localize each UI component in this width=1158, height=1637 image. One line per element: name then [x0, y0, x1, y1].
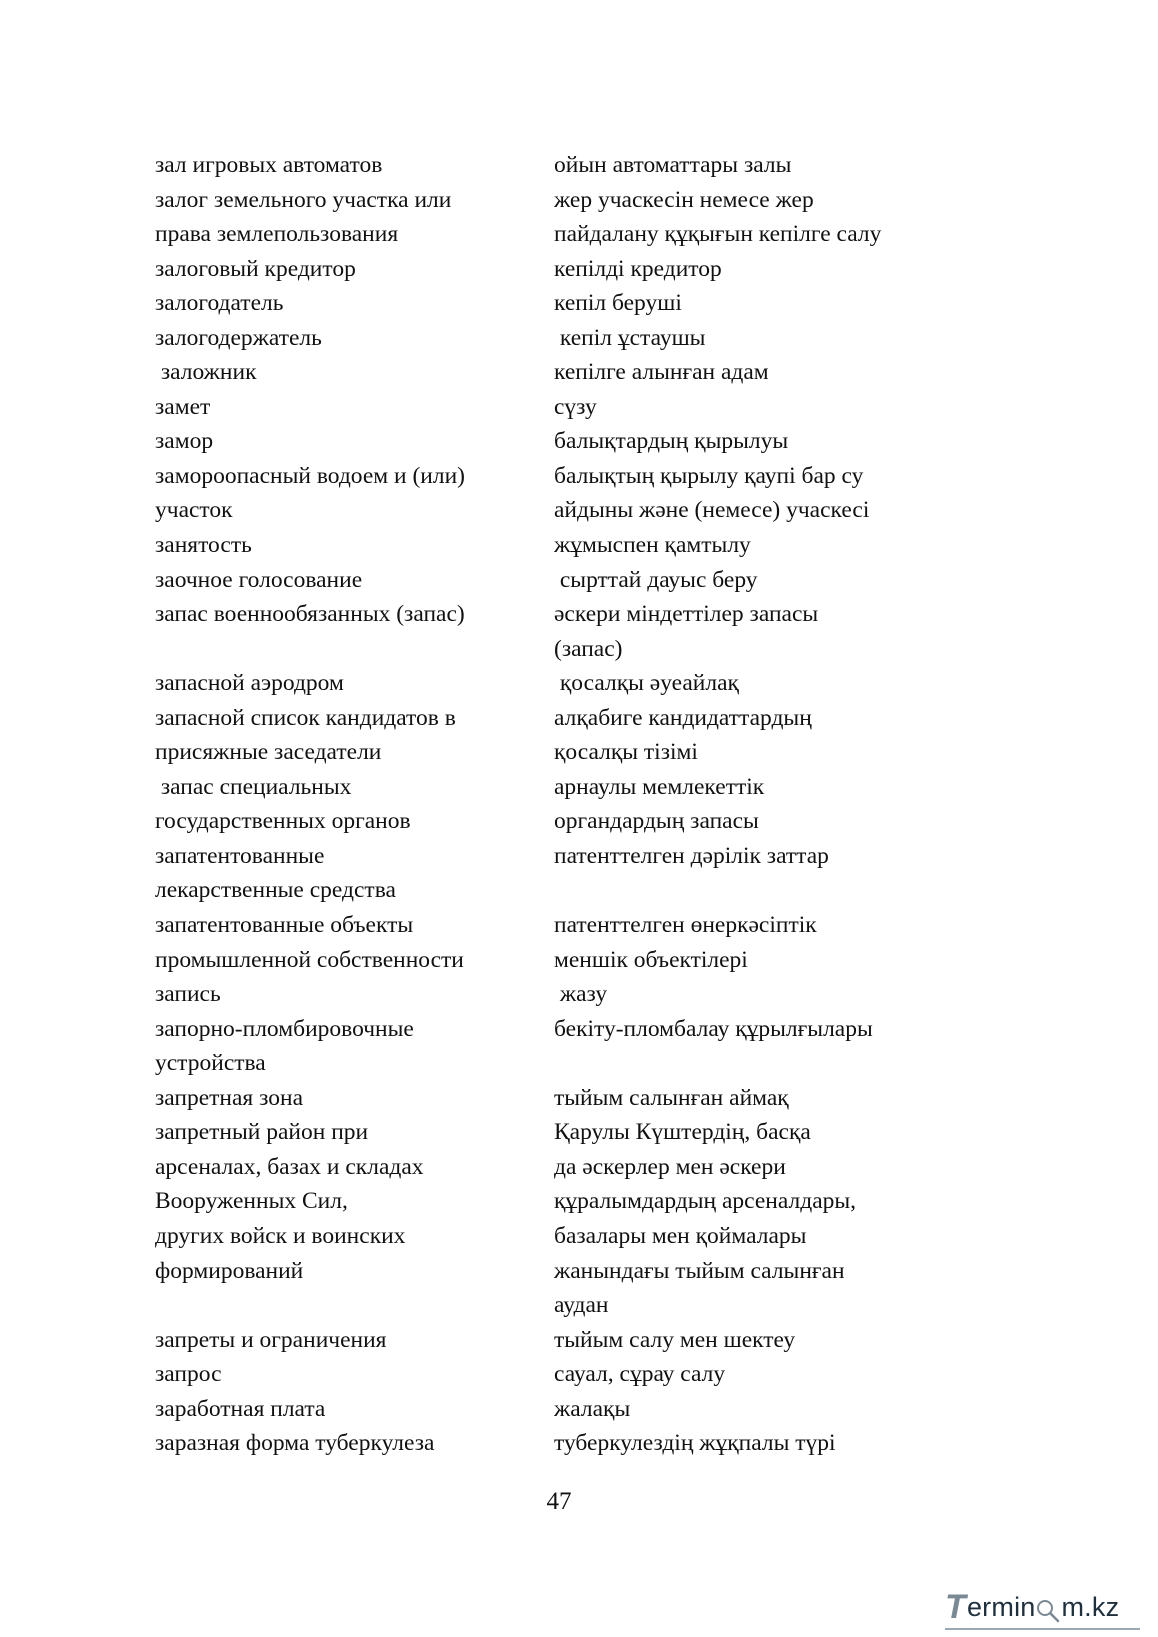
glossary-row: [155, 252, 955, 287]
russian-term: запретная зона: [155, 1084, 304, 1111]
glossary-row: [155, 1046, 955, 1081]
glossary-row: [155, 1323, 955, 1358]
glossary-row: [155, 908, 955, 943]
russian-term: арсеналах, базах и складах: [155, 1153, 424, 1180]
kazakh-term: патенттелген өнеркәсіптік: [554, 912, 817, 939]
kazakh-term: патенттелген дәрілік заттар: [554, 842, 829, 869]
russian-term: устройства: [155, 1050, 266, 1077]
glossary-row: [155, 1219, 955, 1254]
glossary-row: [155, 839, 955, 874]
watermark-underline: [945, 1628, 1140, 1630]
kazakh-term: кепіл ұстаушы: [554, 324, 706, 351]
russian-term: участок: [155, 497, 233, 524]
glossary-row: [155, 632, 955, 667]
kazakh-term: органдардың запасы: [554, 808, 759, 835]
kazakh-term: жазу: [554, 981, 608, 1008]
russian-term: запас специальных: [155, 773, 352, 800]
kazakh-term: кепіл беруші: [554, 290, 682, 317]
russian-term: замет: [155, 393, 211, 420]
glossary-row: [155, 977, 955, 1012]
kazakh-term: туберкулездің жұқпалы түрі: [554, 1430, 836, 1457]
russian-term: запатентованные объекты: [155, 912, 414, 939]
russian-term: запрос: [155, 1361, 222, 1388]
russian-term: залог земельного участка или: [155, 186, 452, 213]
kazakh-term: да әскерлер мен әскери: [554, 1153, 786, 1180]
kazakh-term: сүзу: [554, 393, 597, 420]
page-number: 47: [546, 1488, 572, 1515]
glossary-row: [155, 873, 955, 908]
kazakh-term: пайдалану құқығын кепілге салу: [554, 221, 882, 248]
russian-term: заразная форма туберкулеза: [155, 1430, 435, 1457]
kazakh-term: меншік объектілері: [554, 946, 748, 973]
kazakh-term: [554, 873, 954, 908]
glossary-row: [155, 1288, 955, 1323]
kazakh-term: қосалқы тізімі: [554, 739, 698, 766]
russian-term: других войск и воинских: [155, 1222, 406, 1249]
russian-term: замороопасный водоем и (или): [155, 462, 465, 489]
kazakh-term: балықтардың қырылуы: [554, 428, 789, 455]
russian-term: запретный район при: [155, 1119, 369, 1146]
glossary-row: [155, 217, 955, 252]
kazakh-term: ойын автоматтары залы: [554, 152, 792, 178]
russian-term: запас военнообязанных (запас): [155, 601, 465, 628]
glossary-row: [155, 148, 955, 183]
kazakh-term: арнаулы мемлекеттік: [554, 773, 765, 800]
russian-term: заложник: [155, 359, 257, 386]
kazakh-term: аудан: [554, 1292, 609, 1319]
kazakh-term: айдыны және (немесе) учаскесі: [554, 497, 870, 524]
russian-term: формирований: [155, 1257, 304, 1284]
glossary-row: [155, 183, 955, 218]
watermark-text-part1: ermin: [966, 1591, 1036, 1622]
russian-term: заработная плата: [155, 1395, 326, 1422]
russian-term: присяжные заседатели: [155, 739, 382, 766]
russian-term: запатентованные: [155, 842, 325, 869]
glossary-row: [155, 1081, 955, 1116]
glossary-row: [155, 1426, 955, 1461]
russian-term: [155, 1288, 554, 1323]
glossary-row: [155, 424, 955, 459]
kazakh-term: тыйым салу мен шектеу: [554, 1326, 796, 1353]
russian-term: лекарственные средства: [155, 877, 396, 904]
glossary-row: [155, 493, 955, 528]
kazakh-term: (запас): [554, 635, 623, 662]
kazakh-term: базалары мен қоймалары: [554, 1222, 807, 1249]
russian-term: залоговый кредитор: [155, 255, 356, 282]
kazakh-term: жер учаскесін немесе жер: [554, 186, 814, 213]
kazakh-term: құралымдардың арсеналдары,: [554, 1188, 857, 1215]
kazakh-term: бекіту-пломбалау құрылғылары: [554, 1015, 873, 1042]
glossary-row: [155, 1115, 955, 1150]
watermark-text-part2: m.kz: [1061, 1591, 1120, 1622]
glossary-row: [155, 943, 955, 978]
kazakh-term: сырттай дауыс беру: [554, 566, 758, 593]
russian-term: Вооруженных Сил,: [155, 1188, 348, 1215]
glossary-row: [155, 1012, 955, 1047]
russian-term: запасной список кандидатов в: [155, 704, 456, 731]
kazakh-term: кепілге алынған адам: [554, 359, 769, 386]
kazakh-term: [554, 1046, 954, 1081]
glossary-row: [155, 355, 955, 390]
russian-term: заочное голосование: [155, 566, 363, 593]
kazakh-term: алқабиге кандидаттардың: [554, 704, 812, 731]
kazakh-term: Қарулы Күштердің, басқа: [554, 1119, 811, 1146]
russian-term: запорно-пломбировочные: [155, 1015, 414, 1042]
kazakh-term: жұмыспен қамтылу: [554, 532, 751, 559]
russian-term: государственных органов: [155, 808, 411, 835]
glossary-row: [155, 321, 955, 356]
watermark-t-letter: T: [945, 1588, 966, 1626]
glossary-row: [155, 735, 955, 770]
russian-term: запасной аэродром: [155, 670, 344, 697]
russian-term: [155, 632, 554, 667]
magnifier-icon: [1036, 1595, 1060, 1619]
kazakh-term: әскери міндеттілер запасы: [554, 601, 819, 628]
kazakh-term: жанындағы тыйым салынған: [554, 1257, 845, 1284]
glossary-row: [155, 804, 955, 839]
kazakh-term: жалақы: [554, 1395, 631, 1422]
russian-term: запись: [155, 981, 221, 1008]
glossary-row: [155, 1254, 955, 1289]
glossary-row: [155, 1184, 955, 1219]
glossary-row: [155, 459, 955, 494]
termincom-watermark[interactable]: [945, 1587, 1119, 1627]
kazakh-term: тыйым салынған аймақ: [554, 1084, 789, 1111]
glossary-row: [155, 597, 955, 632]
russian-term: запреты и ограничения: [155, 1326, 387, 1353]
kazakh-term: сауал, сұрау салу: [554, 1361, 726, 1388]
russian-term: замор: [155, 428, 214, 455]
glossary-row: [155, 1357, 955, 1392]
glossary-row: [155, 528, 955, 563]
glossary-row: [155, 286, 955, 321]
russian-term: права землепользования: [155, 221, 399, 248]
glossary-row: [155, 666, 955, 701]
russian-term: промышленной собственности: [155, 946, 464, 973]
kazakh-term: кепілді кредитор: [554, 255, 722, 282]
glossary-entries: [155, 148, 955, 1461]
glossary-row: [155, 1150, 955, 1185]
russian-term: залогодатель: [155, 290, 284, 317]
russian-term: зал игровых автоматов: [155, 152, 383, 178]
glossary-row: [155, 701, 955, 736]
kazakh-term: балықтың қырылу қаупі бар су: [554, 462, 864, 489]
glossary-row: [155, 390, 955, 425]
kazakh-term: қосалқы әуеайлақ: [554, 670, 739, 697]
russian-term: занятость: [155, 532, 252, 559]
glossary-row: [155, 770, 955, 805]
glossary-row: [155, 563, 955, 598]
russian-term: залогодержатель: [155, 324, 322, 351]
glossary-row: [155, 1392, 955, 1427]
